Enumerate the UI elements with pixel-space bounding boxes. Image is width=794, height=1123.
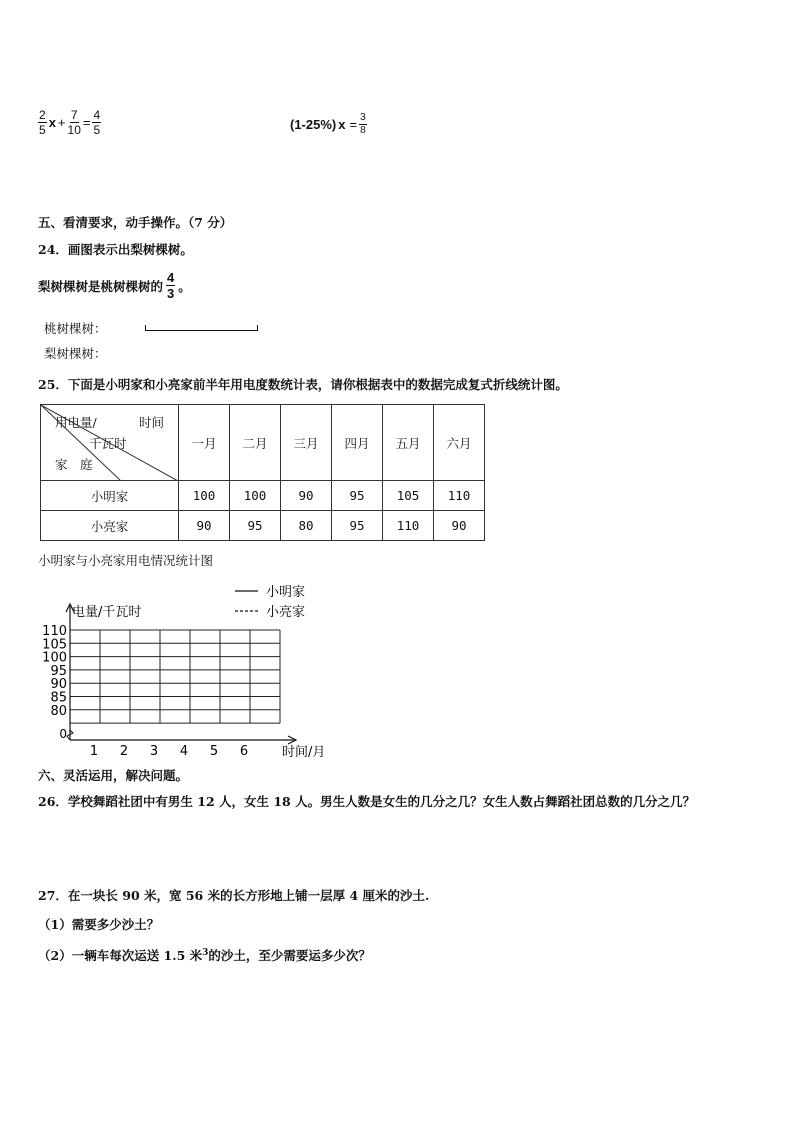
fraction: $\frac{4}{5}$	[93, 108, 101, 137]
month-header: 三月	[281, 405, 332, 481]
legend-label: 小明家	[266, 585, 306, 600]
month-header: 四月	[332, 405, 383, 481]
month-header: 二月	[230, 405, 281, 481]
equation-2: (1-25%) x = $\frac{3}{8}$	[290, 112, 366, 136]
corner-family: 家 庭	[55, 457, 93, 472]
peach-label: 桃树棵树：	[44, 321, 107, 336]
table-cell: 95	[230, 511, 281, 541]
month-header: 五月	[383, 405, 434, 481]
peach-segment	[145, 325, 258, 331]
row-name: 小亮家	[41, 511, 179, 541]
y-axis-label: 电量/千瓦时	[72, 605, 142, 620]
q27-text: 27．在一块长 90 米，宽 56 米的长方形地上铺一层厚 4 厘米的沙土.	[38, 888, 430, 903]
y-tick-label: 90	[50, 677, 67, 693]
chart-title: 小明家与小亮家用电情况统计图	[38, 553, 214, 568]
y-tick-label: 80	[50, 703, 67, 719]
y-tick-label: 100	[42, 650, 67, 666]
table-cell: 105	[383, 481, 434, 511]
section-5-title: 五、看清要求，动手操作。（7 分）	[38, 215, 233, 230]
x-tick-label: 4	[179, 744, 189, 758]
electricity-table	[40, 404, 485, 541]
line-chart-grid	[30, 578, 360, 758]
y-tick-label: 105	[42, 637, 67, 653]
x-tick-label: 2	[119, 744, 129, 758]
x-tick-label: 6	[239, 744, 249, 758]
row-name: 小明家	[41, 481, 179, 511]
x-tick-label: 3	[149, 744, 159, 758]
corner-unit: 千瓦时	[89, 436, 127, 451]
x-tick-label: 1	[89, 744, 99, 758]
table-cell: 100	[230, 481, 281, 511]
fraction: $\frac{3}{8}$	[360, 112, 366, 136]
table-cell: 110	[434, 481, 485, 511]
pear-label: 梨树棵树：	[44, 346, 107, 361]
table-cell: 90	[179, 511, 230, 541]
y-tick-label: 110	[42, 624, 67, 639]
table-corner-header	[41, 405, 179, 481]
table-cell: 90	[434, 511, 485, 541]
y-tick-label: 95	[50, 663, 67, 679]
x-axis-label: 时间/月	[282, 745, 326, 758]
table-cell: 95	[332, 511, 383, 541]
fraction: $\frac{4}{3}$	[167, 270, 175, 301]
table-cell: 90	[281, 481, 332, 511]
x-tick-label: 5	[209, 744, 219, 758]
month-header: 六月	[434, 405, 485, 481]
table-row	[41, 481, 485, 511]
q27-sub2: （2）一辆车每次运送 1.5 米$^3$的沙土，至少需要运多少次？	[38, 947, 371, 963]
y-tick-label: 85	[50, 690, 67, 706]
table-cell: 100	[179, 481, 230, 511]
q24-statement: 梨树棵树是桃树棵树的 $\frac{4}{3}$ 。	[38, 270, 191, 301]
fraction: $\frac{7}{10}$	[67, 108, 81, 137]
legend-label: 小亮家	[266, 605, 306, 620]
table-row	[41, 511, 485, 541]
table-cell: 110	[383, 511, 434, 541]
q24-title: 24．画图表示出梨树棵树。	[38, 242, 193, 257]
equation-1: $\frac{2}{5}$ x + $\frac{7}{10}$ = $\frac{4}{5}$	[39, 108, 101, 137]
q25-title: 25．下面是小明家和小亮家前半年用电度数统计表，请你根据表中的数据完成复式折线统计图。	[38, 377, 568, 392]
corner-time: 时间	[139, 415, 165, 430]
month-header: 一月	[179, 405, 230, 481]
fraction: $\frac{2}{5}$	[39, 108, 46, 137]
corner-top: 用电量/	[55, 415, 97, 430]
table-cell: 80	[281, 511, 332, 541]
section-6-title: 六、灵活运用，解决问题。	[38, 768, 189, 783]
q26-text: 26．学校舞蹈社团中有男生 12 人，女生 18 人。男生人数是女生的几分之几？女生人数占舞蹈社团总数的几分之几？	[38, 794, 696, 809]
y-tick-label: 0	[59, 727, 67, 741]
table-cell: 95	[332, 481, 383, 511]
q27-sub1: （1）需要多少沙土？	[38, 917, 160, 932]
